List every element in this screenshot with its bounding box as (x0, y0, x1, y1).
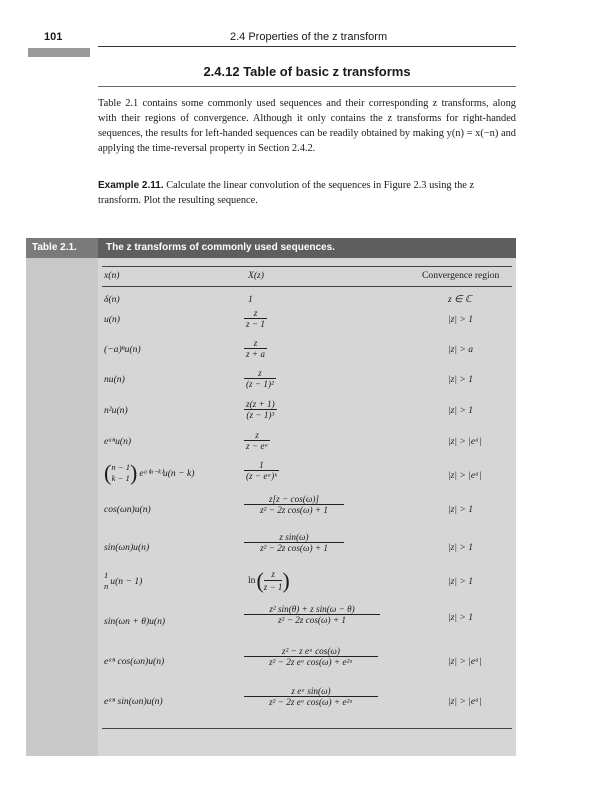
row-x: sin(ωn)u(n) (104, 542, 150, 553)
header-roc: Convergence region (422, 270, 500, 281)
row-roc: |z| > 1 (448, 576, 474, 587)
row-roc: z ∈ ℂ (448, 294, 472, 305)
row-x: nu(n) (104, 374, 125, 385)
row-x: eᵃⁿ sin(ωn)u(n) (104, 696, 163, 707)
row-roc: |z| > 1 (448, 314, 474, 325)
table-top-rule (102, 266, 512, 267)
example-block (98, 178, 516, 208)
row-roc: |z| > |eᵃ| (448, 436, 482, 447)
example-label: Example 2.11. (98, 180, 164, 191)
row-X-fraction: $\frac{\text{z sin(ω)}}{\text{z² − 2z cos(ω) + 1}}$ (244, 532, 344, 553)
row-x: u(n) (104, 314, 120, 325)
table-body (98, 258, 516, 756)
table-container (26, 238, 516, 756)
page-number: 101 (44, 31, 63, 43)
header-Xz: X(z) (248, 270, 264, 281)
running-head: 2.4 Properties of the z transform (230, 31, 388, 43)
row-roc: |z| > |eᵃ| (448, 696, 482, 707)
row-X-fraction: $\frac{z}{z - 1}$ (246, 308, 265, 329)
section-rule (98, 86, 516, 87)
row-X-fraction: $\frac{z}{z + a}$ (246, 338, 265, 359)
row-roc: |z| > 1 (448, 542, 474, 553)
row-X-fraction: $\frac{z}{\text{z − eᵃ}}$ (246, 430, 269, 451)
row-roc: |z| > 1 (448, 405, 474, 416)
header-rule (98, 46, 516, 47)
table-header-rule (102, 286, 512, 287)
row-X: 1 (248, 294, 253, 305)
margin-tab (28, 48, 90, 57)
row-x: n²u(n) (104, 405, 128, 416)
table-title: The z transforms of commonly used sequences. (98, 238, 516, 258)
section-title: 2.4.12 Table of basic z transforms (203, 64, 411, 79)
intro-paragraph: Table 2.1 contains some commonly used sequences and their corresponding z transforms, along with their regions of convergence. Although it only contains the z transforms for right-handed sequences, the results for left-handed sequences can be readily obtained by making y(n) = x(−n) and applying the time-reversal property in Section 2.4.2. (98, 98, 516, 155)
table-bottom-rule (102, 728, 512, 729)
row-roc: |z| > 1 (448, 612, 474, 623)
row-x: sin(ωn + θ)u(n) (104, 616, 166, 627)
row-roc: |z| > |eᵃ| (448, 656, 482, 667)
row-x: δ(n) (104, 294, 120, 305)
row-X-fraction: $\frac{\text{z² − z eᵃ cos(ω)}}{\text{z² − 2z eᵃ cos(ω) + e²ᵃ}}$ (244, 646, 378, 667)
row-X-fraction: $\frac{z(z + 1)}{\text{(z − 1)³}}$ (246, 399, 275, 420)
row-roc: |z| > 1 (448, 504, 474, 515)
row-roc: |z| > 1 (448, 374, 474, 385)
row-X-log: ln ( z z − 1 ) (248, 567, 290, 593)
row-X-fraction: $\frac{z}{\text{(z − 1)²}}$ (246, 368, 274, 389)
row-x: eᵃⁿ cos(ωn)u(n) (104, 656, 165, 667)
row-roc: |z| > |eᵃ| (448, 470, 482, 481)
table-label: Table 2.1. (26, 238, 98, 258)
row-X-fraction: $\frac{1}{\text{(z − eᵃ)ᵏ}}$ (246, 460, 277, 481)
row-roc: |z| > a (448, 344, 474, 355)
row-x-binomial: ( n − 1 k − 1 ) eᵃ⁽ⁿ⁻ᵏ⁾u(n − k) (104, 460, 195, 485)
row-X-fraction: $\frac{z[z - \cos(\omega)]}{\text{z² − 2z cos(ω) + 1}}$ (244, 494, 344, 515)
row-x: cos(ωn)u(n) (104, 504, 151, 515)
row-x: eᵃⁿu(n) (104, 436, 132, 447)
row-x-fraction: 1 n u(n − 1) (104, 570, 143, 591)
row-X-fraction: $\frac{\text{z eᵃ sin(ω)}}{\text{z² − 2z eᵃ cos(ω) + e²ᵃ}}$ (244, 686, 378, 707)
example-text: Calculate the linear convolution of the sequences in Figure 2.3 using the z transform. Plot the resulting sequence. (98, 180, 475, 207)
row-x: (−a)ⁿu(n) (104, 344, 141, 355)
row-X-fraction: $\frac{\text{z² sin(θ) + z sin(ω − θ)}}{\text{z² − 2z cos(ω) + 1}}$ (244, 604, 380, 625)
header-xn: x(n) (104, 270, 120, 281)
